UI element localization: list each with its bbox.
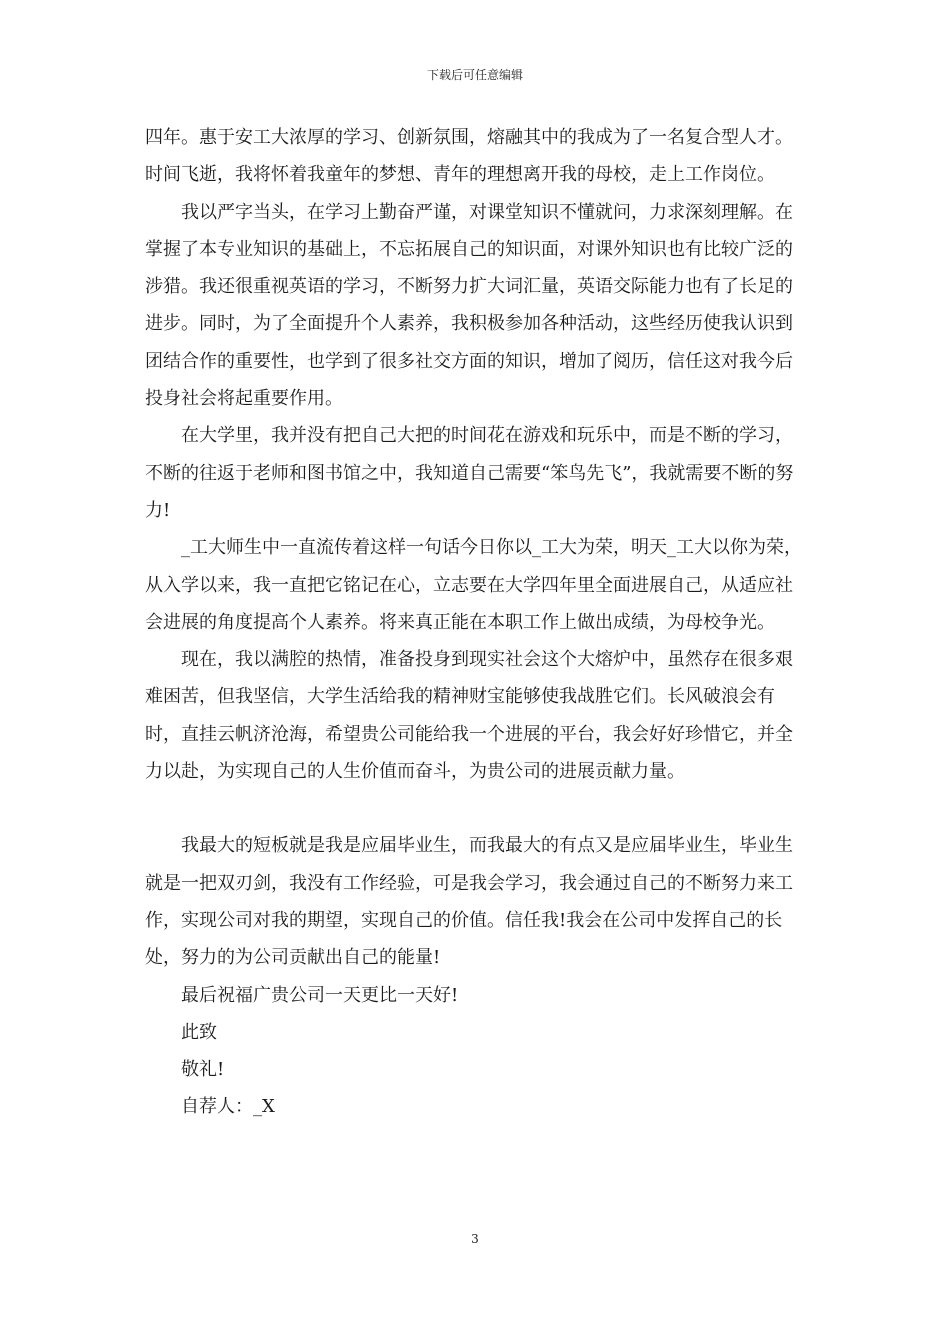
paragraph-spacer (145, 790, 810, 827)
page-number: 3 (471, 1232, 479, 1246)
page-header: 下载后可任意编辑 (426, 68, 523, 82)
paragraph-4: _工大师生中一直流传着这样一句话今日你以_工大为荣，明天_工大以你为荣，从入学以来，我一直把它铭记在心，立志要在大学四年里全面进展自己，从适应社会进展的角度提高个人素养。将来真正能在本职工作上做出成绩，为母校争光。 (145, 537, 802, 633)
paragraph-5: 现在，我以满腔的热情，准备投身到现实社会这个大熔炉中，虽然存在很多艰难困苦，但我坚信，大学生活给我的精神财宝能够使我战胜它们。长风破浪会有时，直挂云帆济沧海，希望贵公司能给我一个进展的平台，我会好好珍惜它，并全力以赴，为实现自己的人生价值而奋斗，为贵公司的进展贡献力量。 (145, 649, 793, 783)
paragraph-3: 在大学里，我并没有把自己大把的时间花在游戏和玩乐中，而是不断的学习，不断的往返于老师和图书馆之中，我知道自己需要“笨鸟先飞”，我就需要不断的努力! (145, 425, 794, 521)
closing-respect: 敬礼! (181, 1059, 225, 1081)
closing-wish: 最后祝福广贵公司一天更比一天好! (181, 984, 459, 1006)
paragraph-1: 四年。惠于安工大浓厚的学习、创新氛围，熔融其中的我成为了一名复合型人才。时间飞逝，我将怀着我童年的梦想、青年的理想离开我的母校，走上工作岗位。 (145, 127, 793, 186)
paragraph-6: 我最大的短板就是我是应届毕业生，而我最大的有点又是应届毕业生，毕业生就是一把双刃剑，我没有工作经验，可是我会学习，我会通过自己的不断努力来工作，实现公司对我的期望，实现自己的价值。信任我!我会在公司中发挥自己的长处，努力的为公司贡献出自己的能量! (145, 835, 793, 969)
document-body (145, 119, 810, 1126)
signature: 自荐人：_X (181, 1096, 275, 1118)
paragraph-2: 我以严字当头，在学习上勤奋严谨，对课堂知识不懂就问，力求深刻理解。在掌握了本专业知识的基础上，不忘拓展自己的知识面，对课外知识也有比较广泛的涉猎。我还很重视英语的学习，不断努力扩大词汇量，英语交际能力也有了长足的进步。同时，为了全面提升个人素养，我积极参加各种活动，这些经历使我认识到团结合作的重要性，也学到了很多社交方面的知识，增加了阅历，信任这对我今后投身社会将起重要作用。 (145, 201, 793, 410)
closing-salutation: 此致 (181, 1021, 217, 1043)
